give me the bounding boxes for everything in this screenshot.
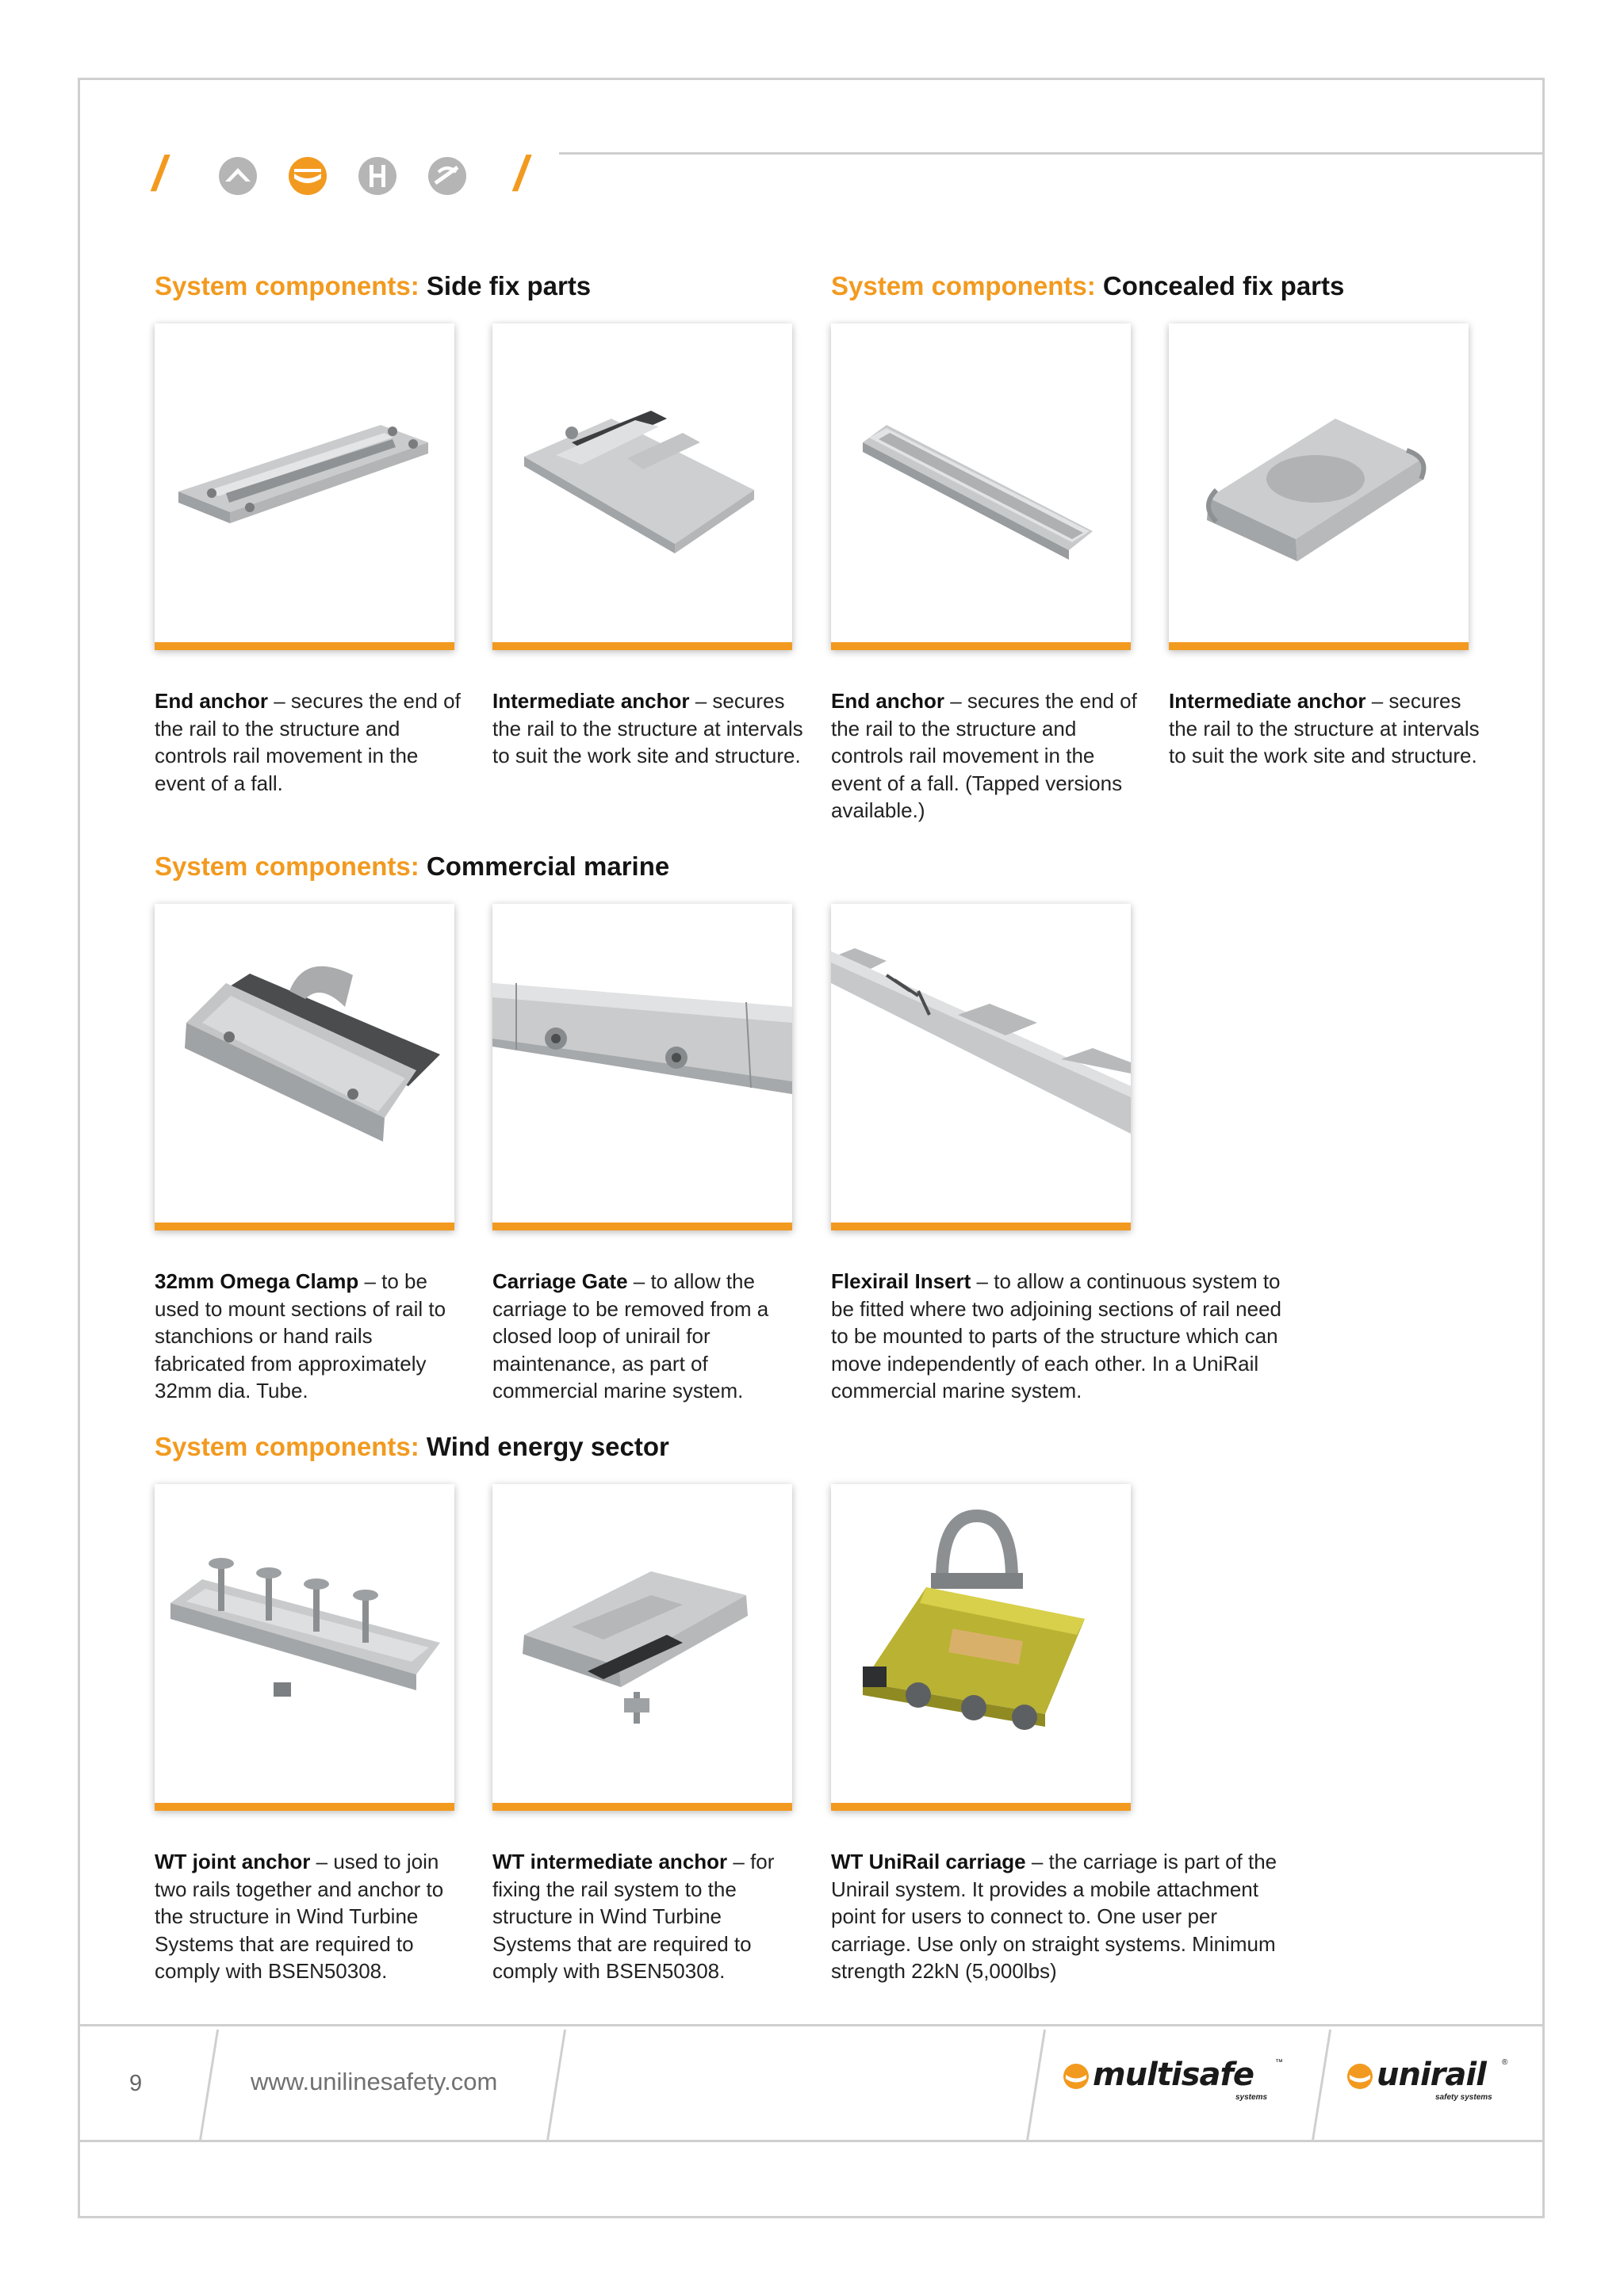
product-image-concealed-intermediate-anchor: [1169, 323, 1469, 650]
section-heading-commercial-marine: System components: Commercial marine: [155, 851, 670, 881]
rail-icon: [288, 156, 327, 196]
header-slash-right: /: [514, 147, 528, 201]
section-heading-concealed-fix: System components: Concealed fix parts: [831, 271, 1345, 300]
unirail-logo-icon: [1346, 2063, 1373, 2090]
product-image-wt-intermediate-anchor: [492, 1484, 792, 1811]
roof-icon: [218, 156, 258, 196]
desc-concealed-intermediate-anchor: Intermediate anchor – secures the rail to the structure at intervals to suit the work site and structure.: [1169, 689, 1480, 767]
section-heading-wind-energy: System components: Wind energy sector: [155, 1432, 669, 1461]
multisafe-logo: multisafe ™ systems: [1063, 2057, 1293, 2104]
desc-wt-carriage: WT UniRail carriage – the carriage is part of the Unirail system. It provides a mobile attachment point for users to connect to. One user per carriage. Use only on straight systems. Minimum strength 22kN (5,000lbs): [831, 1850, 1277, 1983]
product-image-wt-carriage: [831, 1484, 1131, 1811]
footer-rule-top: [78, 2024, 1545, 2026]
unirail-logo: unirail ® safety systems: [1346, 2057, 1513, 2104]
section-heading-side-fix: System components: Side fix parts: [155, 271, 592, 300]
desc-concealed-end-anchor: End anchor – secures the end of the rail to the structure and controls rail movement in the event of a fall. (Tapped versions available.): [831, 689, 1137, 822]
desc-carriage-gate: Carriage Gate – to allow the carriage to be removed from a closed loop of unirail for maintenance, as part of commercial marine system.: [492, 1269, 769, 1402]
product-image-flexirail-insert: [831, 904, 1131, 1230]
website-url[interactable]: www.unilinesafety.com: [251, 2068, 498, 2095]
desc-omega-clamp: 32mm Omega Clamp – to be used to mount sections of rail to stanchions or hand rails fabricated from approximately 32mm dia. Tube.: [155, 1269, 446, 1402]
marine-icon: [358, 156, 397, 196]
multisafe-logo-icon: [1063, 2063, 1090, 2090]
footer-rule-bottom: [78, 2140, 1545, 2142]
product-image-carriage-gate: [492, 904, 792, 1230]
desc-flexirail-insert: Flexirail Insert – to allow a continuous system to be fitted where two adjoining sections of rail need to be mounted to parts of the structure which can move independently of each other. In a UniRail commercial marine system.: [831, 1269, 1282, 1402]
desc-wt-joint-anchor: WT joint anchor – used to join two rails together and anchor to the structure in Wind Turbine Systems that are required to comply with BSEN50308.: [155, 1850, 444, 1983]
product-image-omega-clamp: [155, 904, 454, 1230]
desc-side-end-anchor: End anchor – secures the end of the rail to the structure and controls rail movement in the event of a fall.: [155, 689, 461, 795]
product-image-side-intermediate-anchor: [492, 323, 792, 650]
product-image-wt-joint-anchor: [155, 1484, 454, 1811]
product-image-concealed-end-anchor: [831, 323, 1131, 650]
desc-side-intermediate-anchor: Intermediate anchor – secures the rail to the structure at intervals to suit the work site and structure.: [492, 689, 803, 767]
header-rule: [559, 152, 1545, 155]
product-image-side-end-anchor: [155, 323, 454, 650]
page-number: 9: [129, 2071, 143, 2096]
header-slash-left: /: [152, 147, 167, 201]
desc-wt-intermediate-anchor: WT intermediate anchor – for fixing the rail system to the structure in Wind Turbine Systems that are required to comply with BSEN50308.: [492, 1850, 775, 1983]
wind-icon: [427, 156, 467, 196]
